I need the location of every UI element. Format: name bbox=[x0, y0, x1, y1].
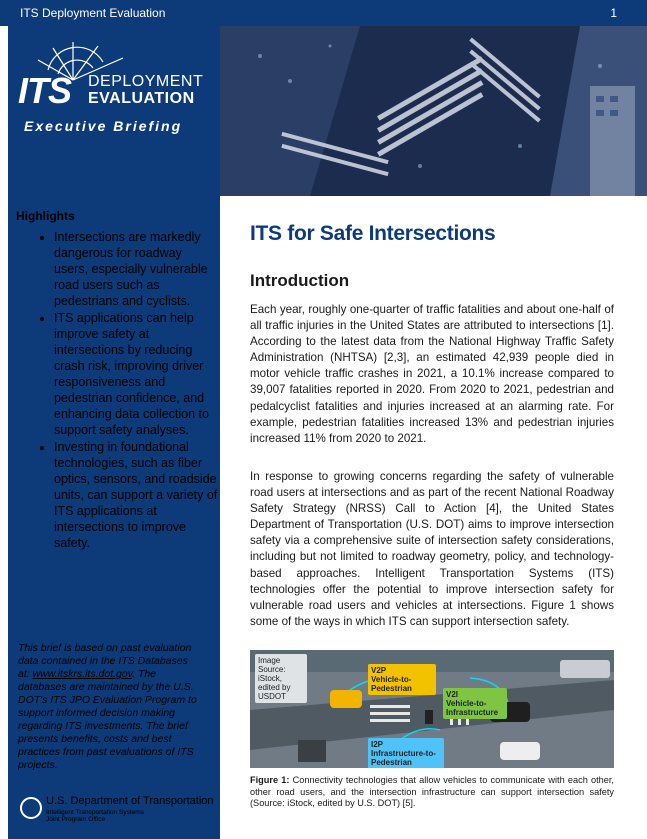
brief-note bbox=[18, 642, 202, 772]
page-number: 1 bbox=[610, 6, 617, 20]
v2i-text: Vehicle-to-Infrastructure bbox=[446, 699, 499, 717]
highlight-item: • Intersections are markedly dangerous for roadway users, especially vulnerable road users such as pedestrians and cyclists. bbox=[54, 229, 219, 309]
figure-1-image bbox=[250, 650, 614, 768]
logo-deployment: DEPLOYMENT bbox=[88, 73, 204, 90]
dot-name: U.S. Department of Transportation bbox=[46, 795, 214, 807]
intro-paragraph-2: In response to growing concerns regarding the safety of vulnerable road users at intersections and as part of the recent National Roadway Safety Strategy (NRSS) Call to Action [4], the United States Department of Transportation (U.S. DOT) aims to improve intersection safety via a comprehensive suite of intersection safety considerations, including but not limited to roadway geometry, policy, and technology-based approaches. Intelligent Transportation Systems (ITS) technologies offer the potential to improve intersection safety for vulnerable road users and vehicles at intersections. Figure 1 shows some of the ways in which ITS can support intersection safety. bbox=[250, 470, 614, 628]
hero-image bbox=[220, 26, 647, 196]
brief-text-1: This brief is based on past evaluation data contained in the ITS Databases at: bbox=[18, 642, 192, 680]
figure-caption-label: Figure 1: bbox=[250, 775, 290, 785]
logo-evaluation: EVALUATION bbox=[88, 90, 195, 107]
logo-its: ITS bbox=[18, 70, 72, 111]
i2p-label bbox=[368, 738, 444, 768]
figure-caption-text: Connectivity technologies that allow vehicles to communicate with each other, other road users, and the intersection infrastructure can support intersection safety (Source: iStock, edited by U.S. DOT) [5]. bbox=[250, 775, 614, 808]
page-header bbox=[0, 0, 647, 26]
highlight-item: • ITS applications can help improve safety at intersections by reducing crash risk, improving driver responsiveness and pedestrian confidence, and enhancing data collection to support safety analyses. bbox=[54, 310, 219, 438]
v2p-text: Vehicle-to-Pedestrian bbox=[371, 675, 412, 693]
dot-emblem-icon bbox=[20, 797, 42, 819]
highlights-heading: Highlights bbox=[16, 209, 75, 223]
city-crosswalk-image bbox=[220, 26, 647, 196]
its-deployment-evaluation-logo bbox=[18, 40, 208, 135]
usdot-logo bbox=[20, 795, 215, 825]
logo-tagline: Executive Briefing bbox=[24, 118, 183, 134]
v2i-label bbox=[443, 688, 507, 719]
v2i-code: V2I bbox=[446, 690, 459, 699]
section-heading: Introduction bbox=[250, 271, 350, 290]
brief-text-2: . The databases are maintained by the U.S. DOT's ITS JPO Evaluation Program to support informed decision making regarding ITS investments. The brief presents benefits, costs and best practices from past evaluations of ITS projects. bbox=[18, 668, 197, 771]
v2p-label bbox=[368, 664, 436, 695]
v2p-code: V2P bbox=[371, 666, 387, 675]
dot-subtitle bbox=[46, 809, 144, 823]
dot-subtitle-line: Joint Program Office bbox=[46, 816, 106, 823]
header-title: ITS Deployment Evaluation bbox=[20, 6, 166, 20]
figure-source-note: Image Source: iStock, edited by USDOT bbox=[255, 654, 307, 703]
dot-subtitle-line: Intelligent Transportation Systems bbox=[46, 809, 144, 816]
i2p-text: Infrastructure-to-Pedestrian bbox=[371, 749, 436, 767]
intro-paragraph-1: Each year, roughly one-quarter of traffic fatalities and about one-half of all traffic injuries in the United States are attributed to intersections [1]. According to the latest data from the National Highway Traffic Safety Administration (NHTSA) [2,3], an estimated 42,939 people died in motor vehicle traffic crashes in 2021, a 10.1% increase compared to 39,007 fatalities reported in 2020. From 2020 to 2021, pedestrian and pedalcyclist fatalities and injuries increased at an alarming rate. For example, pedestrian fatalities increased 13% and pedestrian injuries increased 11% from 2020 to 2021. bbox=[250, 303, 614, 445]
its-databases-link[interactable]: www.itskrs.its.dot.gov bbox=[32, 668, 133, 680]
figure-caption bbox=[250, 775, 614, 810]
highlight-item: • Investing in foundational technologies, such as fiber optics, sensors, and roadside units, can support a variety of ITS applications at intersections to improve safety. bbox=[54, 439, 219, 551]
highlights-list bbox=[40, 229, 219, 552]
page-title: ITS for Safe Intersections bbox=[250, 222, 496, 245]
i2p-code: I2P bbox=[371, 740, 384, 749]
